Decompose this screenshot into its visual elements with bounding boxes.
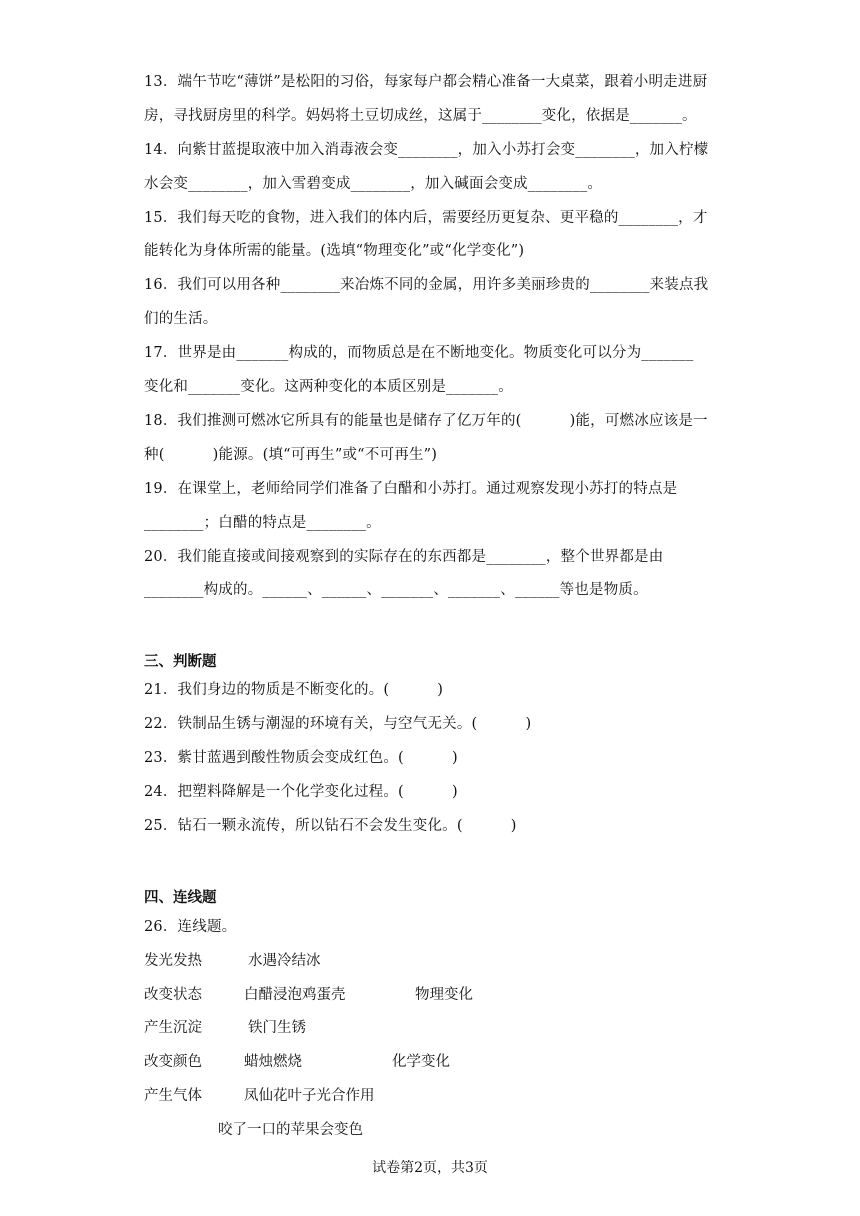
- q17-line2: 变化和_______变化。这两种变化的本质区别是_______。: [144, 379, 513, 395]
- q20-line2: ________构成的。______、______、_______、_______、______等也是物质。: [144, 582, 648, 598]
- q22: 22．铁制品生锈与潮湿的环境有关，与空气无关。( ): [144, 716, 532, 732]
- page-footer: 试卷第2页，共3页: [372, 1160, 488, 1176]
- q15-line1: 15．我们每天吃的食物，进入我们的体内后，需要经历更复杂、更平稳的________，才: [144, 210, 708, 226]
- q18-line1: 18．我们推测可燃冰它所具有的能量也是储存了亿万年的( )能，可燃冰应该是一: [144, 413, 708, 429]
- section-title-judgment: 三、判断题: [144, 653, 217, 670]
- match-middle-item: 白醋浸泡鸡蛋壳: [244, 987, 346, 1003]
- match-middle-item: 铁门生锈: [248, 1020, 306, 1036]
- q14-line2: 水会变________，加入雪碧变成________，加入碱面会变成________。: [144, 176, 603, 192]
- q17-line1: 17．世界是由_______构成的，而物质总是在不断地变化。物质变化可以分为_______: [144, 345, 694, 361]
- match-middle-item: 凤仙花叶子光合作用: [244, 1088, 375, 1104]
- q23: 23．紫甘蓝遇到酸性物质会变成红色。( ): [144, 750, 458, 766]
- match-left-item: 改变状态: [144, 987, 202, 1003]
- match-left-item: 发光发热: [144, 953, 202, 969]
- q13-line2: 房，寻找厨房里的科学。妈妈将土豆切成丝，这属于________变化，依据是_______。: [144, 108, 697, 124]
- q13-line1: 13．端午节吃“薄饼”是松阳的习俗，每家每户都会精心准备一大桌菜，跟着小明走进厨: [144, 74, 708, 90]
- match-left-item: 改变颜色: [144, 1054, 202, 1070]
- q15-line2: 能转化为身体所需的能量。(选填“物理变化”或“化学变化”): [144, 243, 525, 259]
- q24: 24．把塑料降解是一个化学变化过程。( ): [144, 784, 458, 800]
- match-left-item: 产生气体: [144, 1088, 202, 1104]
- match-left-item: 产生沉淀: [144, 1020, 202, 1036]
- q20-line1: 20．我们能直接或间接观察到的实际存在的东西都是________，整个世界都是由: [144, 549, 664, 565]
- match-middle-item: 咬了一口的苹果会变色: [218, 1122, 363, 1138]
- match-right-item: 物理变化: [415, 987, 473, 1003]
- q16-line1: 16．我们可以用各种________来冶炼不同的金属，用许多美丽珍贵的________来装点我: [144, 277, 709, 293]
- q16-line2: 们的生活。: [144, 311, 218, 327]
- section-title-matching: 四、连线题: [144, 889, 217, 906]
- q19-line1: 19．在课堂上，老师给同学们准备了白醋和小苏打。通过观察发现小苏打的特点是: [144, 481, 678, 497]
- match-middle-item: 蜡烛燃烧: [244, 1054, 302, 1070]
- q14-line1: 14．向紫甘蓝提取液中加入消毒液会变________，加入小苏打会变________，加入柠檬: [144, 142, 709, 158]
- match-right-item: 化学变化: [392, 1054, 450, 1070]
- q19-line2: ________；白醋的特点是________。: [144, 515, 381, 531]
- q25: 25．钻石一颗永流传，所以钻石不会发生变化。( ): [144, 818, 517, 834]
- match-middle-item: 水遇冷结冰: [248, 953, 321, 969]
- q21: 21．我们身边的物质是不断变化的。( ): [144, 682, 444, 698]
- q26: 26．连线题。: [144, 919, 237, 935]
- q18-line2: 种( )能源。(填“可再生”或“不可再生”): [144, 447, 438, 463]
